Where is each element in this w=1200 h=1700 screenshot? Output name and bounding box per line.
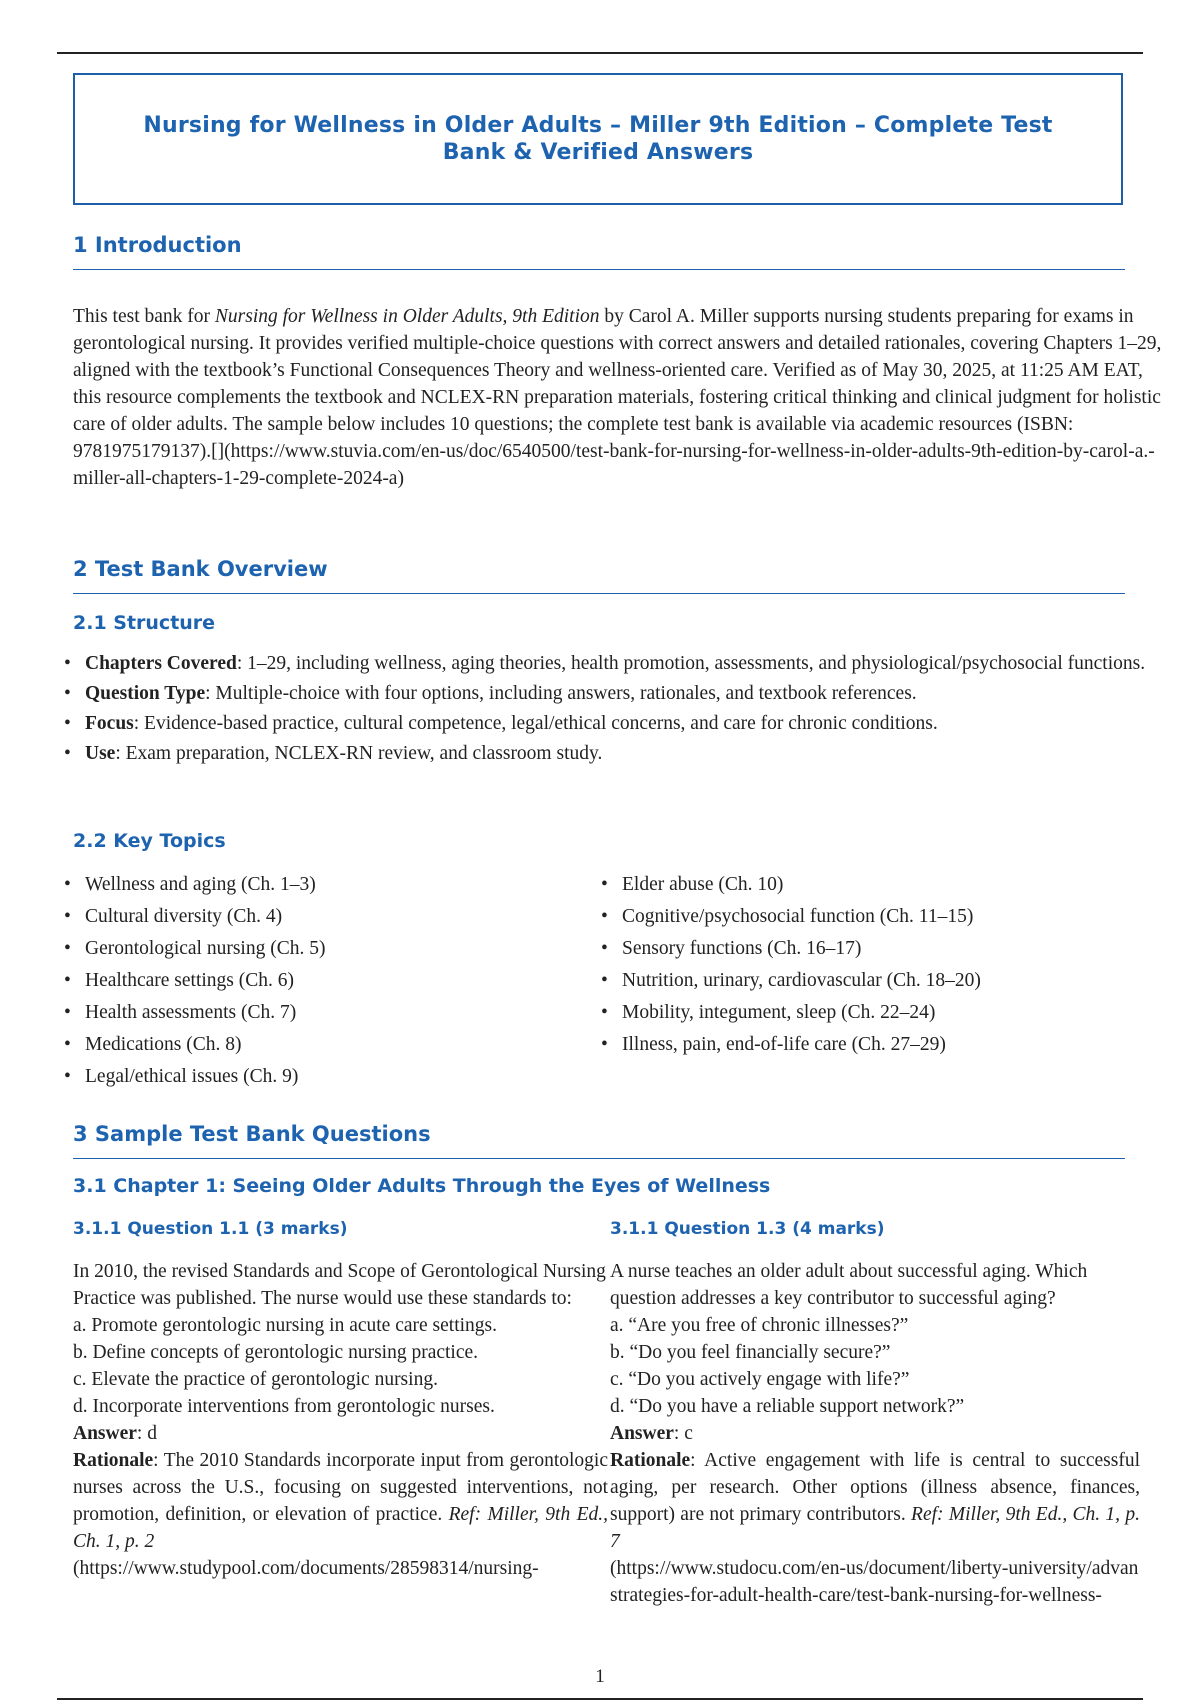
list-item: • Use: Exam preparation, NCLEX-RN review, and classroom study. [74, 740, 1174, 767]
topics-list-right [611, 871, 1171, 1063]
list-item: • Medications (Ch. 8) [74, 1031, 594, 1059]
list-item: • Healthcare settings (Ch. 6) [74, 967, 594, 995]
list-item: • Focus: Evidence-based practice, cultural competence, legal/ethical concerns, and care for chronic conditions. [74, 710, 1174, 737]
list-item: • Cultural diversity (Ch. 4) [74, 903, 594, 931]
list-item: • Question Type: Multiple-choice with four options, including answers, rationales, and textbook references. [74, 680, 1174, 707]
answer: Answer: c [610, 1423, 693, 1444]
title-box [73, 73, 1123, 205]
question-1-1 [73, 1258, 608, 1582]
structure-list [74, 650, 1174, 770]
option-c: c. Elevate the practice of gerontologic nursing. [73, 1369, 438, 1390]
intro-text-body: by Carol A. Miller supports nursing students preparing for exams in gerontological nursing. It provides verified multiple-choice questions with correct answers and detailed rationales, covering Chapters 1–29, aligned with the textbook’s Functional Consequences Theory and wellness-oriented care. Verified as of May 30, 2025, at 11:25 AM EAT, this resource complements the textbook and NCLEX-RN preparation materials, fostering critical thinking and clinical judgment for holistic care of older adults. The sample below includes 10 questions; the complete test bank is available via academic resources (ISBN: 9781975179137).[](https://www.stuvia.com/en-us/doc/6540500/test-bank-for-nursing-for-wellness-in-older-adults-9th-edition-by-carol-a.-miller-all-chapters-1-29-complete-2024-a) [73, 306, 1162, 489]
question-1-1-heading: 3.1.1 Question 1.1 (3 marks) [73, 1219, 348, 1239]
question-1-3-heading: 3.1.1 Question 1.3 (4 marks) [610, 1219, 885, 1239]
section-overview-heading: 2 Test Bank Overview [73, 555, 1125, 594]
list-item: • Nutrition, urinary, cardiovascular (Ch. 18–20) [611, 967, 1171, 995]
option-c: c. “Do you actively engage with life?” [610, 1369, 910, 1390]
key-topics-heading: 2.2 Key Topics [73, 830, 226, 852]
source-link: (https://www.studocu.com/en-us/document/liberty-university/advan strategies-for-adult-health-care/test-bank-nursing-for-wellness- [610, 1558, 1139, 1606]
rationale: Rationale: The 2010 Standards incorporate input from gerontologic nurses across the U.S., focusing on suggested interventions, not promotion, definition, or elevation of practice. Ref: Miller, 9th Ed., Ch. 1, p. 2 [73, 1450, 608, 1552]
option-b: b. Define concepts of gerontologic nursing practice. [73, 1342, 479, 1363]
section-samples-heading: 3 Sample Test Bank Questions [73, 1120, 1125, 1159]
intro-text-pre: This test bank for [73, 306, 215, 327]
list-item: • Cognitive/psychosocial function (Ch. 11–15) [611, 903, 1171, 931]
document-title: Nursing for Wellness in Older Adults – Miller 9th Edition – Complete Test Bank & Verified Answers [143, 113, 1053, 165]
option-d: d. Incorporate interventions from gerontologic nurses. [73, 1396, 495, 1417]
option-a: a. Promote gerontologic nursing in acute care settings. [73, 1315, 498, 1336]
option-a: a. “Are you free of chronic illnesses?” [610, 1315, 909, 1336]
list-item: • Legal/ethical issues (Ch. 9) [74, 1063, 594, 1091]
page-number: 1 [595, 1666, 605, 1687]
reference: Ref: Miller, 9th Ed., Ch. 1, p. 2 [73, 1504, 608, 1552]
list-item: • Wellness and aging (Ch. 1–3) [74, 871, 594, 899]
topics-list-left [74, 871, 594, 1095]
structure-heading: 2.1 Structure [73, 612, 216, 634]
list-item: • Health assessments (Ch. 7) [74, 999, 594, 1027]
reference: Ref: Miller, 9th Ed., Ch. 1, p. 7 [610, 1504, 1140, 1552]
source-link: (https://www.studypool.com/documents/28598314/nursing- [73, 1558, 539, 1579]
list-item: • Gerontological nursing (Ch. 5) [74, 935, 594, 963]
chapter-1-heading: 3.1 Chapter 1: Seeing Older Adults Through the Eyes of Wellness [73, 1175, 771, 1197]
answer: Answer: d [73, 1423, 157, 1444]
question-stem: A nurse teaches an older adult about successful aging. Which question addresses a key contributor to successful aging? [610, 1261, 1088, 1309]
question-1-3 [610, 1258, 1140, 1609]
option-d: d. “Do you have a reliable support network?” [610, 1396, 965, 1417]
top-rule [57, 52, 1143, 54]
book-title: Nursing for Wellness in Older Adults, 9th Edition [214, 306, 600, 327]
list-item: • Chapters Covered: 1–29, including wellness, aging theories, health promotion, assessments, and physiological/psychosocial functions. [74, 650, 1174, 677]
list-item: • Illness, pain, end-of-life care (Ch. 27–29) [611, 1031, 1171, 1059]
list-item: • Mobility, integument, sleep (Ch. 22–24) [611, 999, 1171, 1027]
section-introduction-heading: 1 Introduction [73, 231, 1125, 270]
rationale: Rationale: Active engagement with life is central to successful aging, per research. Other options (illness absence, finances, support) are not primary contributors. Ref: Miller, 9th Ed., Ch. 1, p. 7 [610, 1450, 1140, 1552]
list-item: • Sensory functions (Ch. 16–17) [611, 935, 1171, 963]
question-stem: In 2010, the revised Standards and Scope of Gerontological Nursing Practice was published. The nurse would use these standards to: [73, 1261, 606, 1309]
introduction-paragraph [73, 303, 1173, 492]
list-item: • Elder abuse (Ch. 10) [611, 871, 1171, 899]
option-b: b. “Do you feel financially secure?” [610, 1342, 891, 1363]
